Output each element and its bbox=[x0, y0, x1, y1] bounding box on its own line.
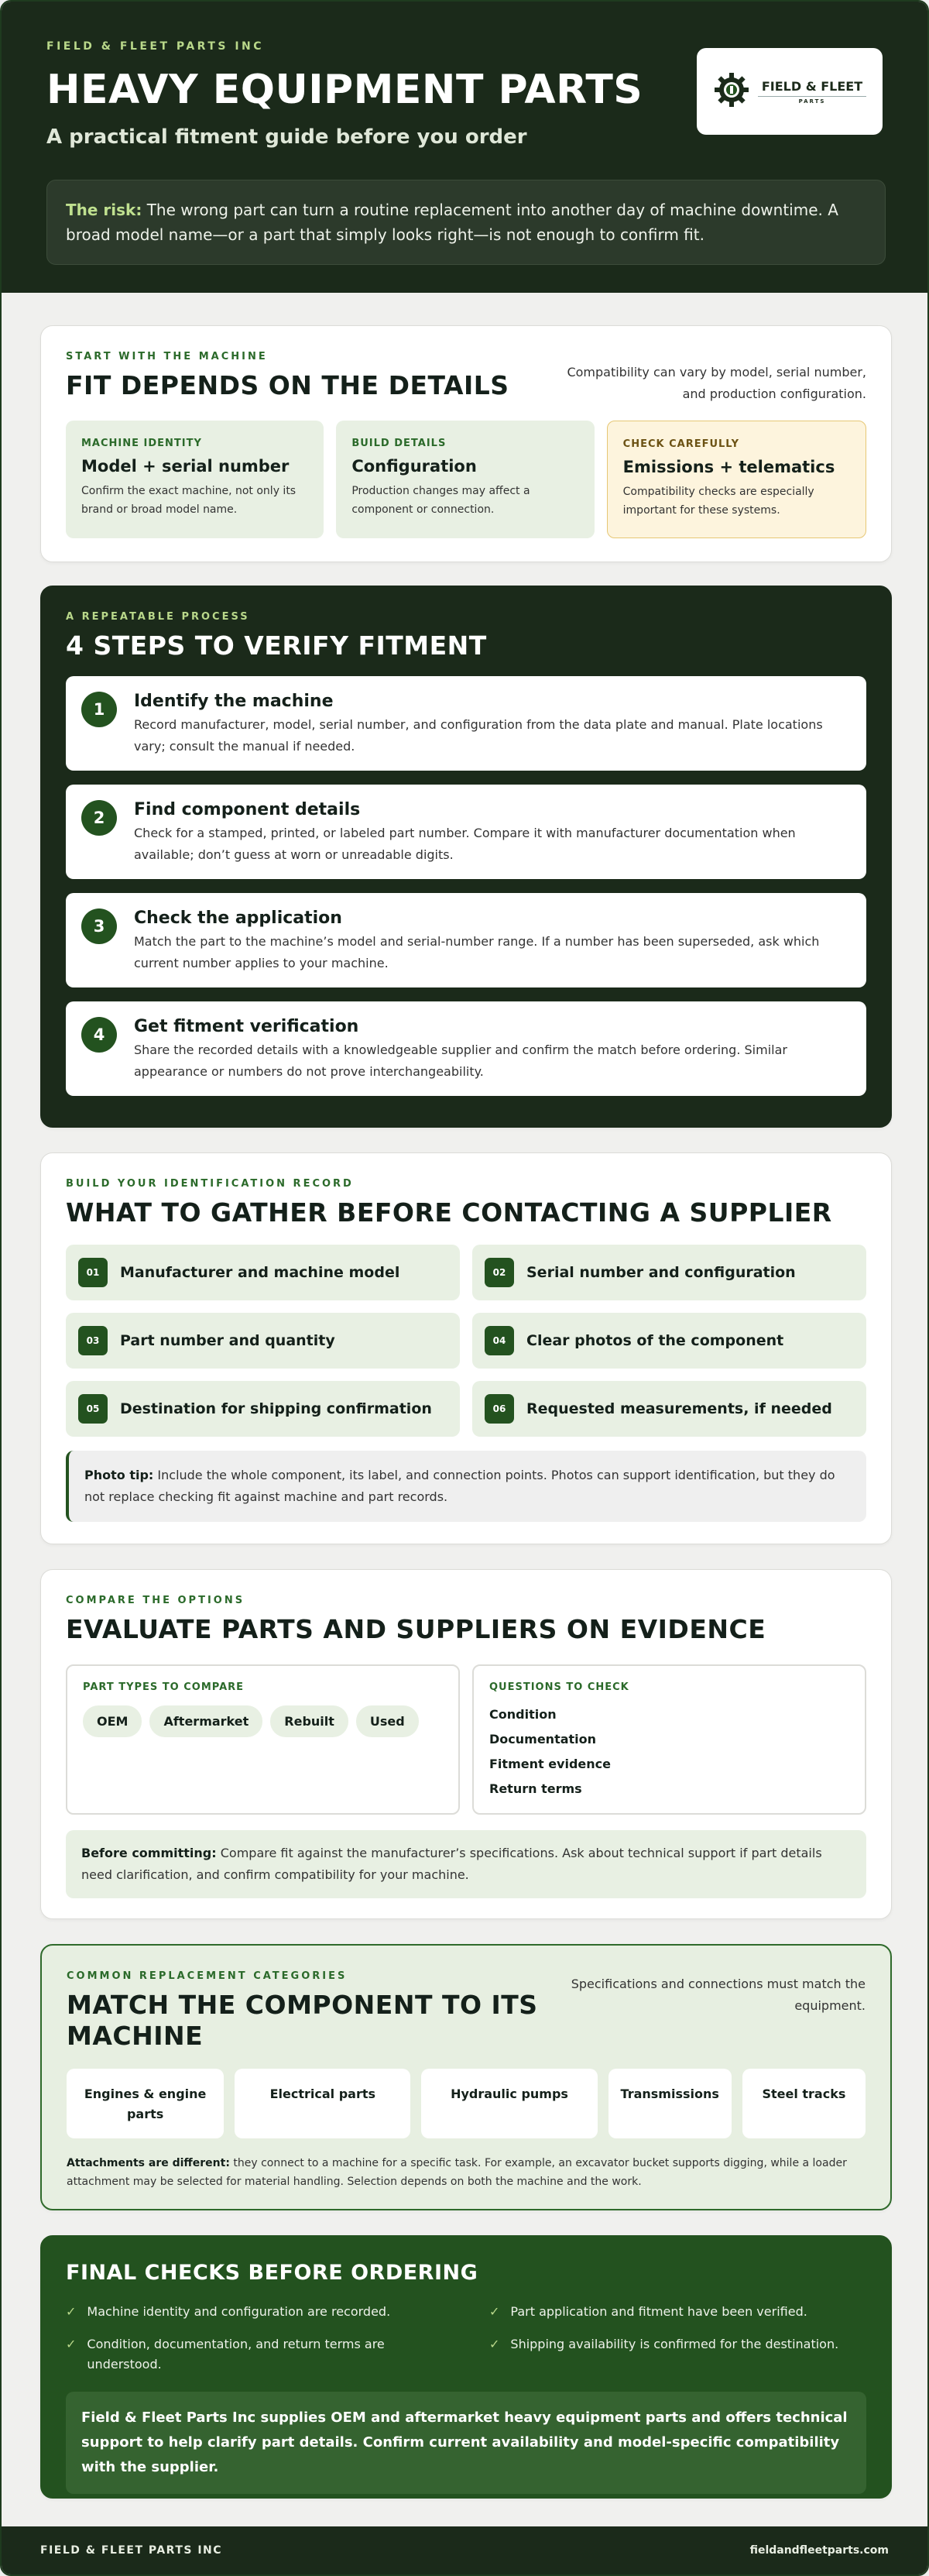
part-type-pill: Rebuilt bbox=[270, 1705, 348, 1737]
gather-item bbox=[66, 1381, 460, 1437]
category-card: Hydraulic pumps bbox=[421, 2069, 597, 2138]
questions-list bbox=[489, 1702, 849, 1801]
questions-panel bbox=[472, 1664, 866, 1815]
risk-callout bbox=[46, 180, 886, 265]
question-item: Documentation bbox=[489, 1732, 597, 1747]
photo-tip-label: Photo tip: bbox=[84, 1468, 154, 1482]
step-item bbox=[66, 785, 866, 879]
final-checklist bbox=[66, 2302, 866, 2375]
logo-sub-text: PARTS bbox=[798, 98, 826, 105]
gather-label: Serial number and configuration bbox=[526, 1264, 796, 1281]
steps-section bbox=[40, 586, 892, 1128]
gather-number: 03 bbox=[78, 1326, 108, 1355]
fit-card-text: Production changes may affect a component or connection. bbox=[351, 485, 530, 516]
footer-brand: FIELD & FLEET PARTS INC bbox=[40, 2544, 223, 2557]
hero-eyebrow: FIELD & FLEET PARTS INC bbox=[46, 40, 265, 53]
step-text: Match the part to the machine’s model and serial-number range. If a number has been superseded, ask which current number applies to your machine. bbox=[134, 934, 820, 970]
step-item bbox=[66, 893, 866, 987]
match-title: MATCH THE COMPONENT TO ITS MACHINE bbox=[67, 1990, 538, 2051]
final-title: FINAL CHECKS BEFORE ORDERING bbox=[66, 2261, 478, 2285]
commit-label: Before committing: bbox=[81, 1846, 217, 1860]
checklist-item bbox=[66, 2302, 443, 2322]
checklist-text: Shipping availability is confirmed for the destination. bbox=[510, 2337, 839, 2351]
page-title: HEAVY EQUIPMENT PARTS bbox=[46, 67, 643, 113]
gather-label: Requested measurements, if needed bbox=[526, 1400, 832, 1417]
fit-card-tag: CHECK CAREFULLY bbox=[622, 438, 739, 450]
risk-label: The risk: bbox=[66, 201, 142, 219]
supplier-note: Field & Fleet Parts Inc supplies OEM and aftermarket heavy equipment parts and offers technical support to help clarify part details. Confirm current availability and model-specific compatibility with the supplier. bbox=[66, 2392, 866, 2494]
hero-header bbox=[2, 2, 927, 293]
gather-number: 04 bbox=[485, 1326, 514, 1355]
step-number: 3 bbox=[81, 908, 117, 944]
fit-cards bbox=[66, 421, 866, 538]
gather-grid bbox=[66, 1245, 866, 1437]
evaluate-columns bbox=[66, 1664, 866, 1815]
fit-card-title: Configuration bbox=[351, 457, 477, 476]
gather-item bbox=[472, 1381, 866, 1437]
match-eyebrow: COMMON REPLACEMENT CATEGORIES bbox=[67, 1970, 348, 1982]
checklist-text: Condition, documentation, and return terms are understood. bbox=[87, 2337, 385, 2372]
step-number: 1 bbox=[81, 692, 117, 727]
checklist-item bbox=[489, 2302, 866, 2322]
step-title: Get fitment verification bbox=[134, 1017, 359, 1036]
step-title: Check the application bbox=[134, 908, 342, 928]
logo-main-text: FIELD & FLEET bbox=[761, 78, 863, 94]
category-card: Transmissions bbox=[608, 2069, 732, 2138]
gather-label: Destination for shipping confirmation bbox=[120, 1400, 432, 1417]
question-item: Fitment evidence bbox=[489, 1757, 611, 1771]
part-type-pill: Used bbox=[356, 1705, 419, 1737]
gear-logo-icon bbox=[713, 71, 750, 112]
steps-eyebrow: A REPEATABLE PROCESS bbox=[66, 611, 250, 623]
step-text: Record manufacturer, model, serial number, and configuration from the data plate and manual. Plate locations vary; consult the manual if needed. bbox=[134, 717, 823, 754]
gather-item bbox=[472, 1245, 866, 1300]
step-text: Share the recorded details with a knowledgeable supplier and confirm the match before ordering. Similar appearance or numbers do not prove interchangeability. bbox=[134, 1042, 787, 1079]
commit-text: Compare fit against the manufacturer’s specifications. Ask about technical support if part details need clarification, and confirm compatibility for your machine. bbox=[81, 1846, 822, 1882]
evaluate-section bbox=[40, 1569, 892, 1919]
fit-card-machine-identity bbox=[66, 421, 324, 538]
gather-label: Part number and quantity bbox=[120, 1332, 335, 1349]
fit-section bbox=[40, 325, 892, 562]
checkmark-icon: ✓ bbox=[489, 2304, 500, 2319]
fit-card-check-carefully bbox=[607, 421, 866, 538]
match-note: Specifications and connections must match the equipment. bbox=[571, 1977, 866, 2013]
gather-label: Clear photos of the component bbox=[526, 1332, 784, 1349]
fit-card-text: Confirm the exact machine, not only its brand or broad model name. bbox=[81, 485, 297, 516]
company-logo bbox=[697, 48, 883, 135]
fit-card-title: Emissions + telematics bbox=[622, 458, 835, 476]
part-type-pill: OEM bbox=[83, 1705, 142, 1737]
category-card: Steel tracks bbox=[742, 2069, 866, 2138]
gather-number: 02 bbox=[485, 1258, 514, 1287]
before-committing-note bbox=[66, 1830, 866, 1898]
checkmark-icon: ✓ bbox=[66, 2337, 77, 2351]
part-type-pills bbox=[83, 1705, 443, 1737]
gather-number: 06 bbox=[485, 1394, 514, 1424]
photo-tip-text: Include the whole component, its label, and connection points. Photos can support identification, but they do not replace checking fit against machine and part records. bbox=[84, 1468, 835, 1504]
gather-label: Manufacturer and machine model bbox=[120, 1264, 400, 1281]
fit-eyebrow: START WITH THE MACHINE bbox=[66, 351, 268, 362]
fit-card-tag: MACHINE IDENTITY bbox=[81, 438, 202, 449]
questions-tag: QUESTIONS TO CHECK bbox=[489, 1681, 629, 1693]
checklist-text: Machine identity and configuration are recorded. bbox=[87, 2304, 391, 2319]
checkmark-icon: ✓ bbox=[489, 2337, 500, 2351]
gather-section bbox=[40, 1152, 892, 1544]
page-footer bbox=[2, 2526, 927, 2574]
fit-card-title: Model + serial number bbox=[81, 457, 290, 476]
gather-title: WHAT TO GATHER BEFORE CONTACTING A SUPPLIER bbox=[66, 1197, 832, 1228]
part-types-tag: PART TYPES TO COMPARE bbox=[83, 1681, 245, 1693]
question-item: Return terms bbox=[489, 1781, 582, 1796]
steps-list bbox=[66, 676, 866, 1096]
question-item: Condition bbox=[489, 1707, 557, 1722]
footer-website-link[interactable]: fieldandfleetparts.com bbox=[749, 2544, 889, 2557]
step-number: 4 bbox=[81, 1017, 117, 1053]
fit-card-text: Compatibility checks are especially important for these systems. bbox=[622, 486, 814, 517]
attach-text: they connect to a machine for a specific task. For example, an excavator bucket supports digging, while a loader attachment may be selected for material handling. Selection depends on both the machine and the work. bbox=[67, 2157, 847, 2188]
gather-item bbox=[472, 1313, 866, 1369]
evaluate-title: EVALUATE PARTS AND SUPPLIERS ON EVIDENCE bbox=[66, 1614, 766, 1644]
gather-item bbox=[66, 1313, 460, 1369]
fit-title: FIT DEPENDS ON THE DETAILS bbox=[66, 370, 509, 400]
part-types-panel bbox=[66, 1664, 460, 1815]
evaluate-eyebrow: COMPARE THE OPTIONS bbox=[66, 1595, 245, 1606]
step-number: 2 bbox=[81, 800, 117, 836]
gather-item bbox=[66, 1245, 460, 1300]
checklist-item bbox=[66, 2334, 443, 2375]
logo-wordmark bbox=[758, 79, 866, 105]
photo-tip bbox=[66, 1451, 866, 1522]
category-card: Engines & engine parts bbox=[67, 2069, 224, 2138]
risk-text: The wrong part can turn a routine replacement into another day of machine downtime. A broad model name—or a part that simply looks right—is not enough to confirm fit. bbox=[66, 201, 838, 244]
final-checks-section bbox=[40, 2235, 892, 2499]
checklist-text: Part application and fitment have been verified. bbox=[510, 2304, 807, 2319]
part-type-pill: Aftermarket bbox=[149, 1705, 262, 1737]
gather-number: 05 bbox=[78, 1394, 108, 1424]
gather-eyebrow: BUILD YOUR IDENTIFICATION RECORD bbox=[66, 1178, 354, 1190]
step-item bbox=[66, 1001, 866, 1096]
gather-number: 01 bbox=[78, 1258, 108, 1287]
fit-note: Compatibility can vary by model, serial number, and production configuration. bbox=[567, 365, 866, 401]
steps-title: 4 STEPS TO VERIFY FITMENT bbox=[66, 630, 487, 661]
category-row bbox=[67, 2069, 866, 2138]
step-title: Identify the machine bbox=[134, 692, 334, 711]
step-item bbox=[66, 676, 866, 771]
match-section bbox=[40, 1944, 892, 2210]
category-card: Electrical parts bbox=[235, 2069, 410, 2138]
checklist-item bbox=[489, 2334, 866, 2375]
attach-label: Attachments are different: bbox=[67, 2157, 230, 2169]
attachments-note bbox=[67, 2154, 866, 2191]
fit-card-build-details bbox=[336, 421, 594, 538]
checkmark-icon: ✓ bbox=[66, 2304, 77, 2319]
step-text: Check for a stamped, printed, or labeled part number. Compare it with manufacturer documentation when available; don’t guess at worn or unreadable digits. bbox=[134, 826, 796, 862]
fit-card-tag: BUILD DETAILS bbox=[351, 438, 447, 449]
page-subtitle: A practical fitment guide before you order bbox=[46, 125, 527, 149]
logo-divider bbox=[758, 96, 866, 97]
step-title: Find component details bbox=[134, 800, 361, 819]
